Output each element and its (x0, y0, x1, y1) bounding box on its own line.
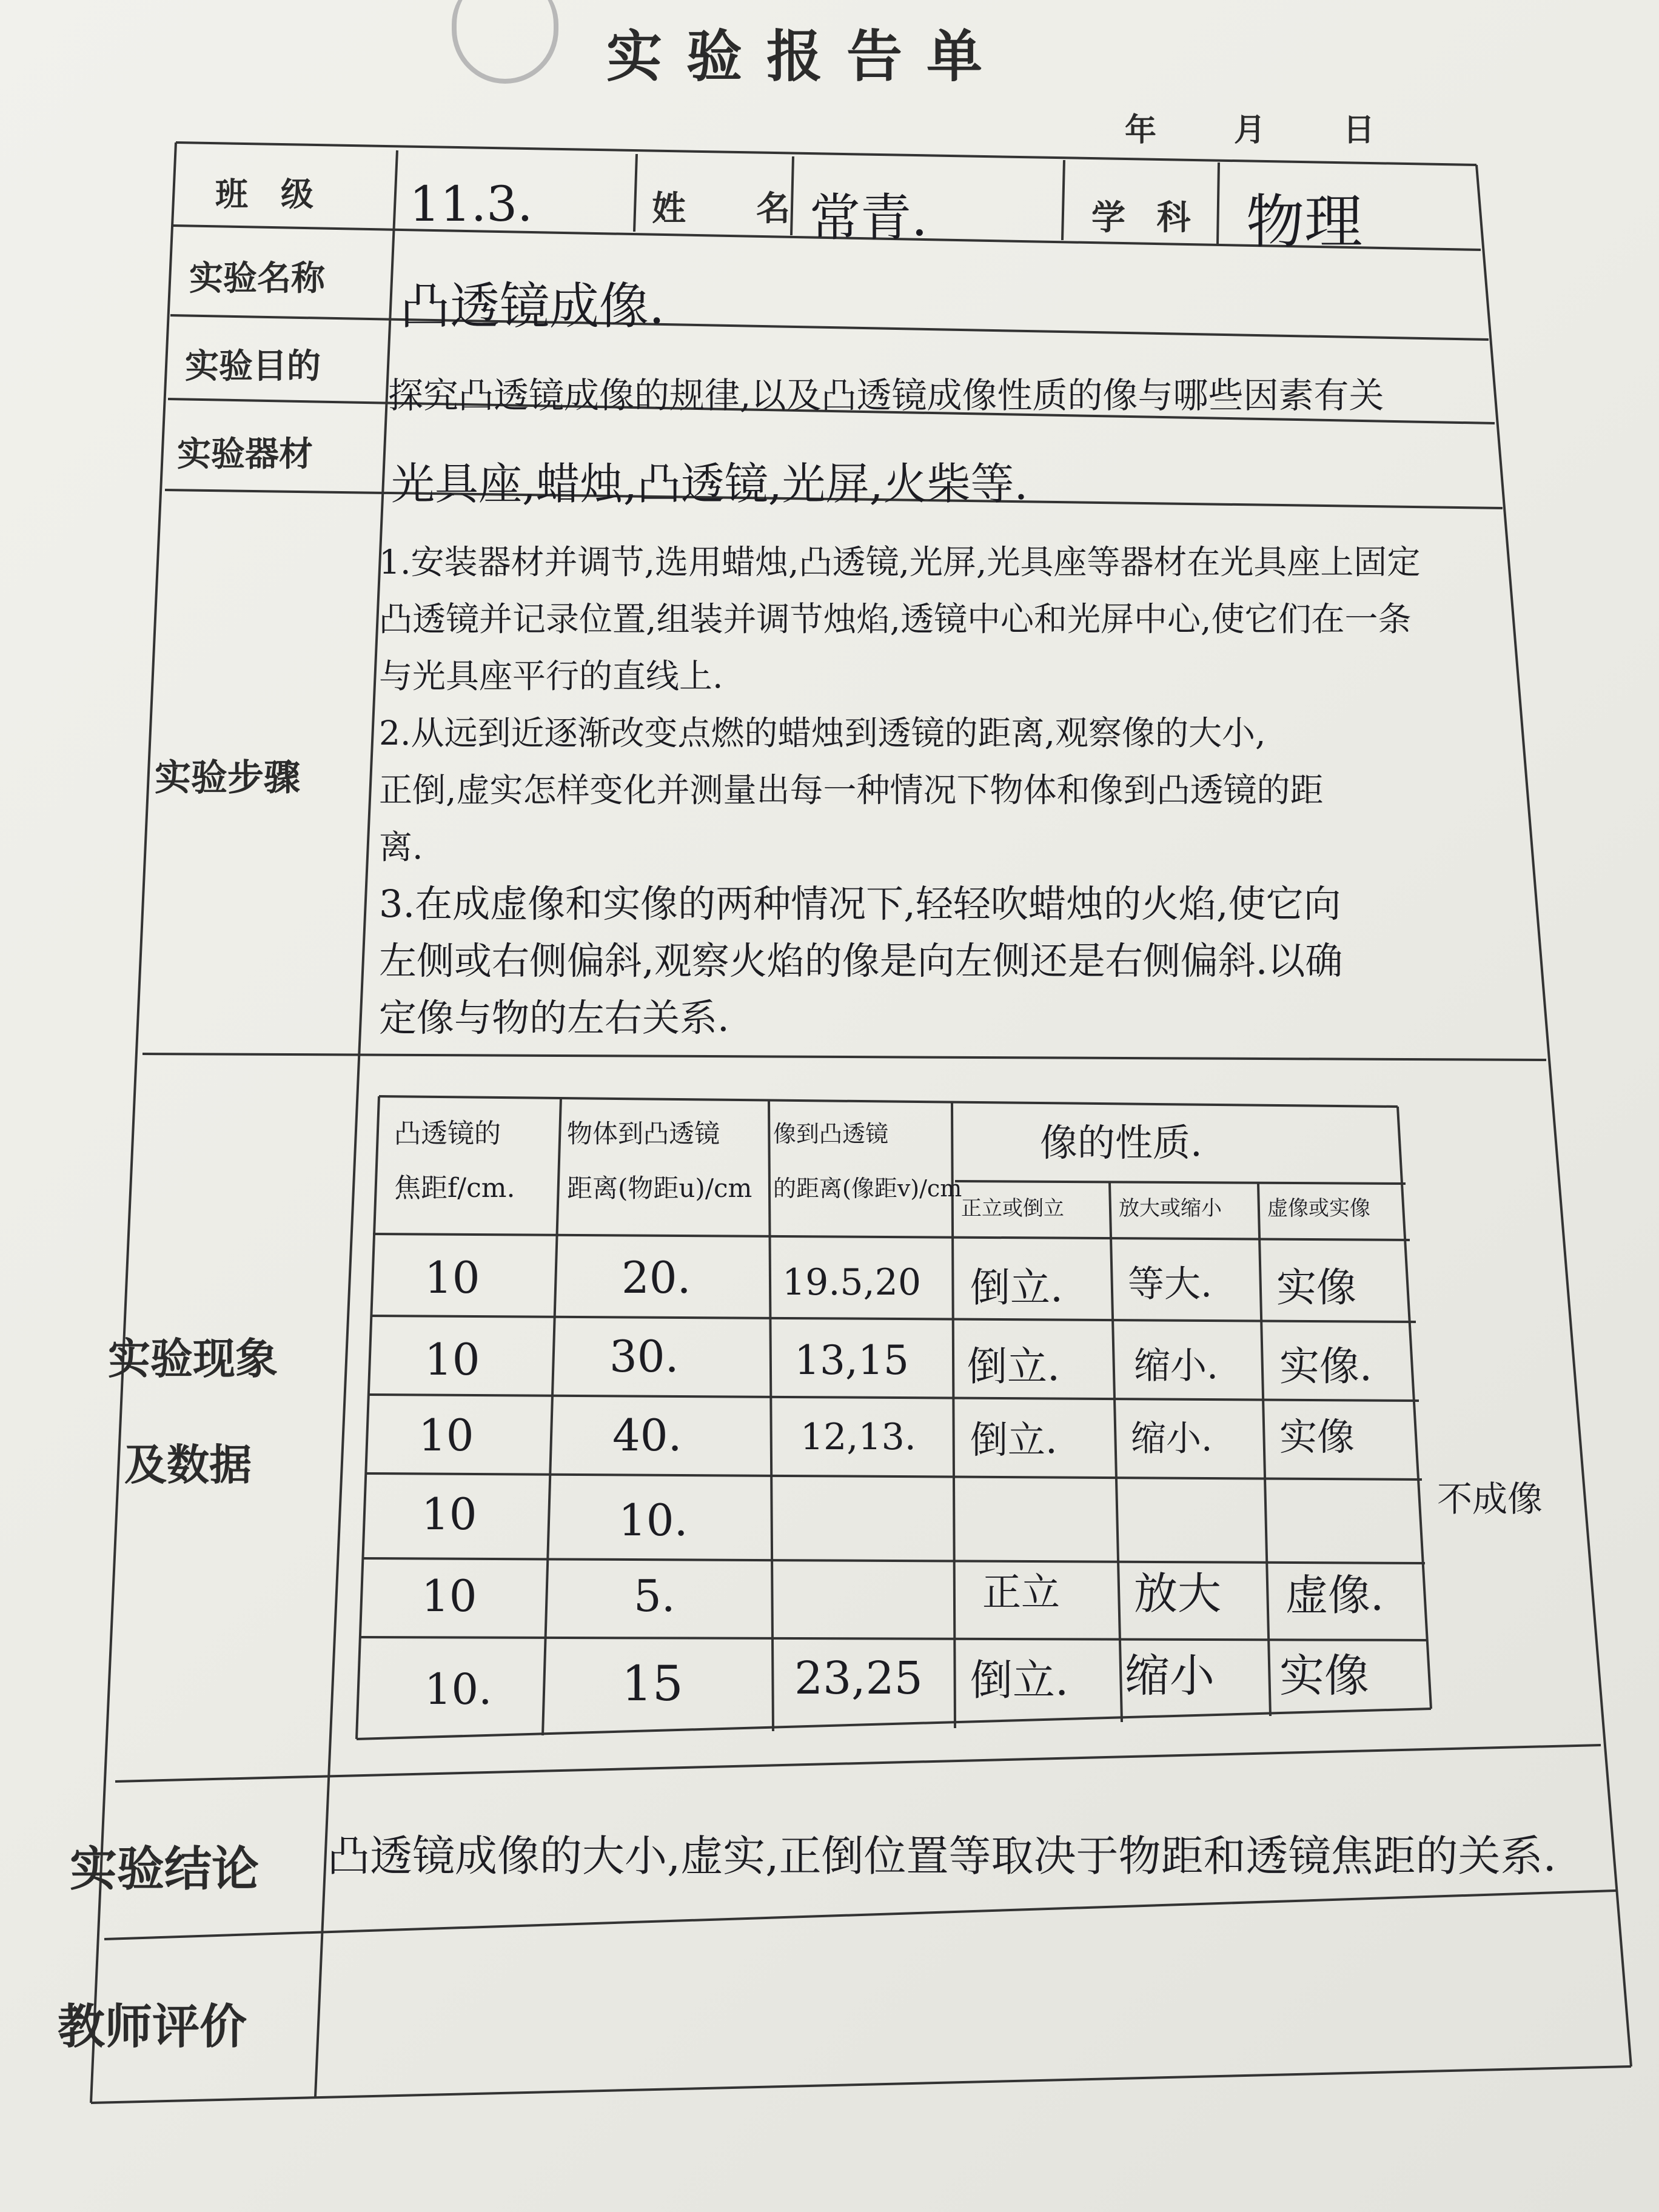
step-line: 1.安装器材并调节,选用蜡烛,凸透镜,光屏,光具座等器材在光具座上固定 (379, 543, 1421, 581)
step-line: 正倒,虚实怎样变化并测量出每一种情况下物体和像到凸透镜的距 (379, 771, 1324, 809)
header-image-distance: 像到凸透镜 的距离(像距v)/cm (773, 1121, 962, 1202)
name-label: 姓 名 (652, 189, 808, 229)
subheader-orientation: 正立或倒立 (961, 1196, 1064, 1221)
experiment-equipment-label: 实验器材 (177, 435, 313, 474)
subheader-real-virtual: 虚像或实像 (1267, 1196, 1370, 1221)
header-image-nature: 像的性质. (1040, 1121, 1202, 1165)
conclusion-label: 实验结论 (70, 1842, 260, 1897)
report-sheet: 实验报告单 年 月 日 班 级 11.3. 姓 名 常青. 学 科 物理 实验名称 凸透镜成像. 实验目的 探究凸透镜成像的规律,以及凸透镜成像性质的像与哪些因素有关 实验器材 光具座,蜡烛,凸透镜,光屏,火柴等. 实验步骤 1.安装器材并调节,选用蜡烛,凸透镜,光屏,光具座等器材在光具座上固定 凸透镜并记录位置,组装并调节烛焰,透镜中心和光屏中心,使它们在一条 与光具座平行的直线上. 2.从远到近逐渐改变点燃的蜡烛到透镜的距离,观察像的大小, 正倒,虚实怎样变化并测量出每一种情况下物体和像到凸透镜的距 离. 3.在成虚像和实像的两种情况下,轻轻吹蜡烛的火焰,使它向 左侧或右侧偏斜,观察火焰的像是向左侧还是右侧偏斜.以确 定像与物的左右关系. 实验现象 及数据 凸透镜的 焦距f/cm. 物体到凸透镜 距离(物距u)/cm 像到凸透镜 的距离(像距v)/cm 像的性质. 正立或倒立 放大或缩小 虚像或实像 10 20. 19.5,20 倒立. 等大. 实像 10 30. 13,15 倒立. 缩小. 实像. 10 40. 12,13. 倒立. 缩小. 实像 10 10. 10 5. 正立 放大 虚像. 10. 15 23,25 倒立. 缩小 实像 不成像 实验结论 凸透镜成像的大小,虚实,正倒位置等取决于物距和透镜焦距的关系. 教师评价 (0, 0, 1659, 2212)
date-year-label: 年 (1125, 112, 1157, 149)
step-line: 3.在成虚像和实像的两种情况下,轻轻吹蜡烛的火焰,使它向 (379, 882, 1341, 926)
header-focal: 凸透镜的 焦距f/cm. (394, 1118, 515, 1204)
name-value: 常青. (809, 188, 928, 247)
subject-value: 物理 (1246, 188, 1362, 256)
experiment-equipment-value: 光具座,蜡烛,凸透镜,光屏,火柴等. (391, 458, 1028, 509)
phenomena-label-line2: 及数据 (124, 1440, 252, 1490)
header-object-distance: 物体到凸透镜 距离(物距u)/cm (567, 1119, 752, 1203)
experiment-name-value: 凸透镜成像. (400, 278, 665, 335)
teacher-comment-label: 教师评价 (58, 2000, 247, 2054)
subheader-size: 放大或缩小 (1119, 1196, 1222, 1221)
class-value: 11.3. (409, 176, 533, 232)
step-line: 定像与物的左右关系. (379, 996, 729, 1040)
experiment-purpose-label: 实验目的 (185, 347, 321, 386)
class-label: 班 级 (215, 175, 313, 213)
step-line: 2.从远到近逐渐改变点燃的蜡烛到透镜的距离,观察像的大小, (379, 714, 1266, 752)
date-month-label: 月 (1234, 112, 1266, 149)
side-note: 不成像 (1437, 1478, 1543, 1520)
step-line: 凸透镜并记录位置,组装并调节烛焰,透镜中心和光屏中心,使它们在一条 (379, 600, 1412, 638)
page-title: 实验报告单 (606, 24, 1007, 89)
subject-label: 学 科 (1091, 198, 1201, 238)
step-line: 左侧或右侧偏斜,观察火焰的像是向左侧还是右侧偏斜.以确 (379, 939, 1343, 983)
experiment-name-label: 实验名称 (189, 259, 325, 298)
date-day-label: 日 (1343, 112, 1375, 149)
phenomena-label-line1: 实验现象 (108, 1334, 278, 1384)
conclusion-value: 凸透镜成像的大小,虚实,正倒位置等取决于物距和透镜焦距的关系. (327, 1831, 1557, 1881)
experiment-steps-label: 实验步骤 (155, 757, 300, 799)
step-line: 离. (379, 828, 423, 866)
experiment-steps-text (379, 534, 1420, 1047)
experiment-purpose-value: 探究凸透镜成像的规律,以及凸透镜成像性质的像与哪些因素有关 (388, 375, 1384, 416)
step-line: 与光具座平行的直线上. (379, 657, 723, 695)
